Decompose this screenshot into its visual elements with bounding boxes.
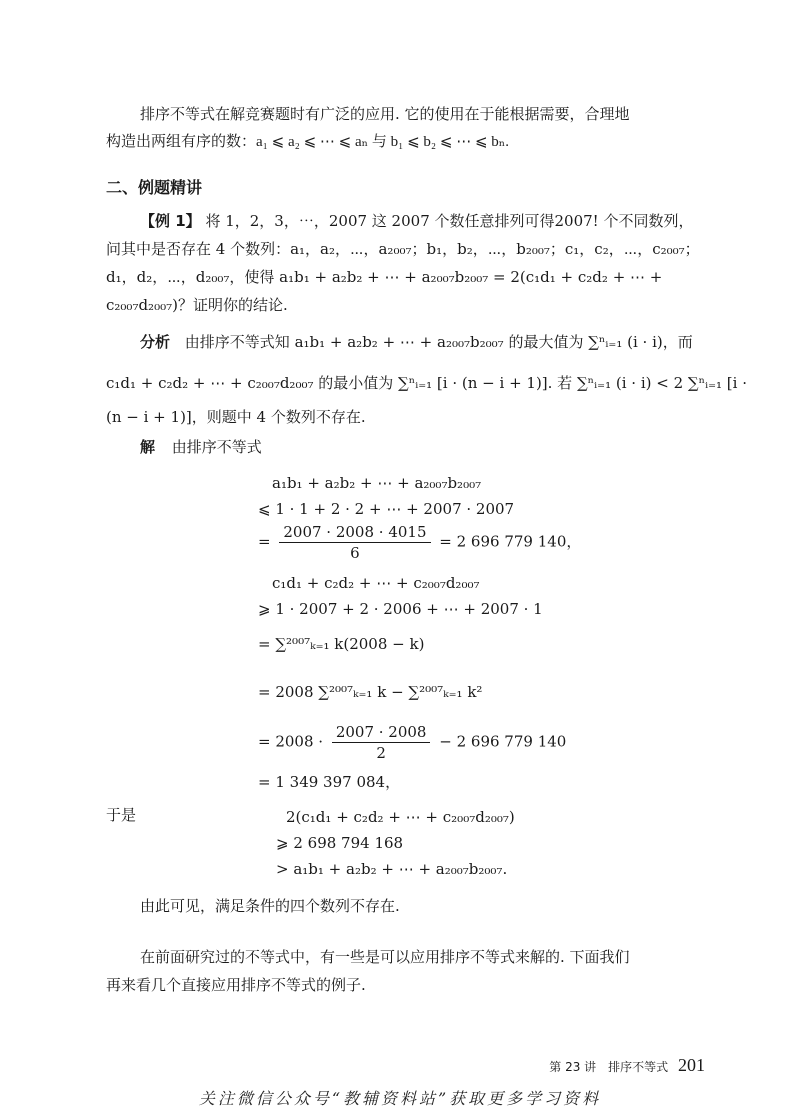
so-label: 于是 — [106, 806, 137, 824]
intro-line-2: 构造出两组有序的数：a₁ ⩽ a₂ ⩽ ⋯ ⩽ aₙ 与 b₁ ⩽ b₂ ⩽ ⋯ ⩽ bₙ. — [106, 134, 510, 150]
chapter-title: 第 23 讲 排序不等式 — [549, 1060, 669, 1074]
equation-4: c₁d₁ + c₂d₂ + ⋯ + c₂₀₀₇d₂₀₀₇ — [272, 574, 480, 592]
section-heading: 二、例题精讲 — [106, 178, 203, 197]
fraction-1-denominator: 6 — [350, 544, 360, 562]
fraction-2 — [332, 722, 431, 763]
solution-conclusion: 由此可见，满足条件的四个数列不存在. — [140, 897, 400, 915]
page-footer — [549, 1055, 705, 1076]
equation-5: ⩾ 1 · 2007 + 2 · 2006 + ⋯ + 2007 · 1 — [258, 600, 543, 618]
fraction-1 — [279, 522, 430, 563]
analysis-line-1 — [140, 331, 693, 353]
watermark-text: 关注微信公众号“教辅资料站”获取更多学习资料 — [198, 1089, 602, 1108]
example-1-line-3: d₁，d₂，⋯，d₂₀₀₇，使得 a₁b₁ + a₂b₂ + ⋯ + a₂₀₀₇b₂₀₀₇ = 2(c₁d₁ + c₂d₂ + ⋯ + — [106, 268, 663, 286]
example-1-text-1: 将 1，2，3，⋯，2007 这 2007 个数任意排列可得2007! 个不同数列， — [205, 212, 694, 230]
equation-8-suffix: − 2 696 779 140 — [439, 732, 567, 751]
intro-line-1: 排序不等式在解竞赛题时有广泛的应用. 它的使用在于能根据需要，合理地 — [140, 105, 630, 123]
example-label: 【例 1】 — [140, 212, 201, 230]
equation-9: = 1 349 397 084， — [258, 773, 401, 791]
equation-2: ⩽ 1 · 1 + 2 · 2 + ⋯ + 2007 · 2007 — [258, 500, 515, 518]
fraction-2-denominator: 2 — [376, 744, 386, 762]
solution-intro: 由排序不等式 — [171, 438, 262, 456]
equation-6: = ∑²⁰⁰⁷ₖ₌₁ k(2008 − k) — [258, 635, 425, 653]
closing-line-1: 在前面研究过的不等式中，有一些是可以应用排序不等式来解的. 下面我们 — [140, 948, 630, 966]
analysis-label: 分析 — [140, 333, 171, 351]
solution-label: 解 — [140, 438, 156, 456]
equation-10: 2(c₁d₁ + c₂d₂ + ⋯ + c₂₀₀₇d₂₀₀₇) — [286, 808, 515, 826]
equation-8-prefix: = 2008 · — [258, 732, 324, 751]
equation-3 — [258, 522, 581, 563]
example-1-line-4: c₂₀₀₇d₂₀₀₇)？证明你的结论. — [106, 296, 288, 314]
example-1-line-2: 问其中是否存在 4 个数列：a₁，a₂，⋯，a₂₀₀₇；b₁，b₂，⋯，b₂₀₀₇；c₁，c₂，⋯，c₂₀₀₇； — [106, 240, 700, 258]
solution-intro-line — [140, 436, 262, 458]
fraction-1-numerator: 2007 · 2008 · 4015 — [279, 522, 430, 543]
analysis-line-3: (n − i + 1)]，则题中 4 个数列不存在. — [106, 408, 366, 426]
example-1-line-1 — [140, 210, 693, 232]
equation-12: > a₁b₁ + a₂b₂ + ⋯ + a₂₀₀₇b₂₀₀₇. — [276, 860, 508, 878]
fraction-2-numerator: 2007 · 2008 — [332, 722, 431, 743]
equation-11: ⩾ 2 698 794 168 — [276, 834, 404, 852]
equation-1: a₁b₁ + a₂b₂ + ⋯ + a₂₀₀₇b₂₀₀₇ — [272, 474, 482, 492]
page-number: 201 — [678, 1055, 705, 1075]
equation-8 — [258, 722, 566, 763]
analysis-line-2: c₁d₁ + c₂d₂ + ⋯ + c₂₀₀₇d₂₀₀₇ 的最小值为 ∑ⁿᵢ₌₁ [i · (n − i + 1)]. 若 ∑ⁿᵢ₌₁ (i · i) < 2 ∑ⁿᵢ₌₁ [i · — [106, 374, 747, 392]
equation-7: = 2008 ∑²⁰⁰⁷ₖ₌₁ k − ∑²⁰⁰⁷ₖ₌₁ k² — [258, 683, 483, 701]
equation-3-suffix: = 2 696 779 140， — [439, 532, 582, 551]
analysis-text-1: 由排序不等式知 a₁b₁ + a₂b₂ + ⋯ + a₂₀₀₇b₂₀₀₇ 的最大值为 ∑ⁿᵢ₌₁ (i · i)，而 — [184, 333, 693, 351]
equation-3-prefix: = — [258, 532, 271, 551]
closing-line-2: 再来看几个直接应用排序不等式的例子. — [106, 976, 366, 994]
